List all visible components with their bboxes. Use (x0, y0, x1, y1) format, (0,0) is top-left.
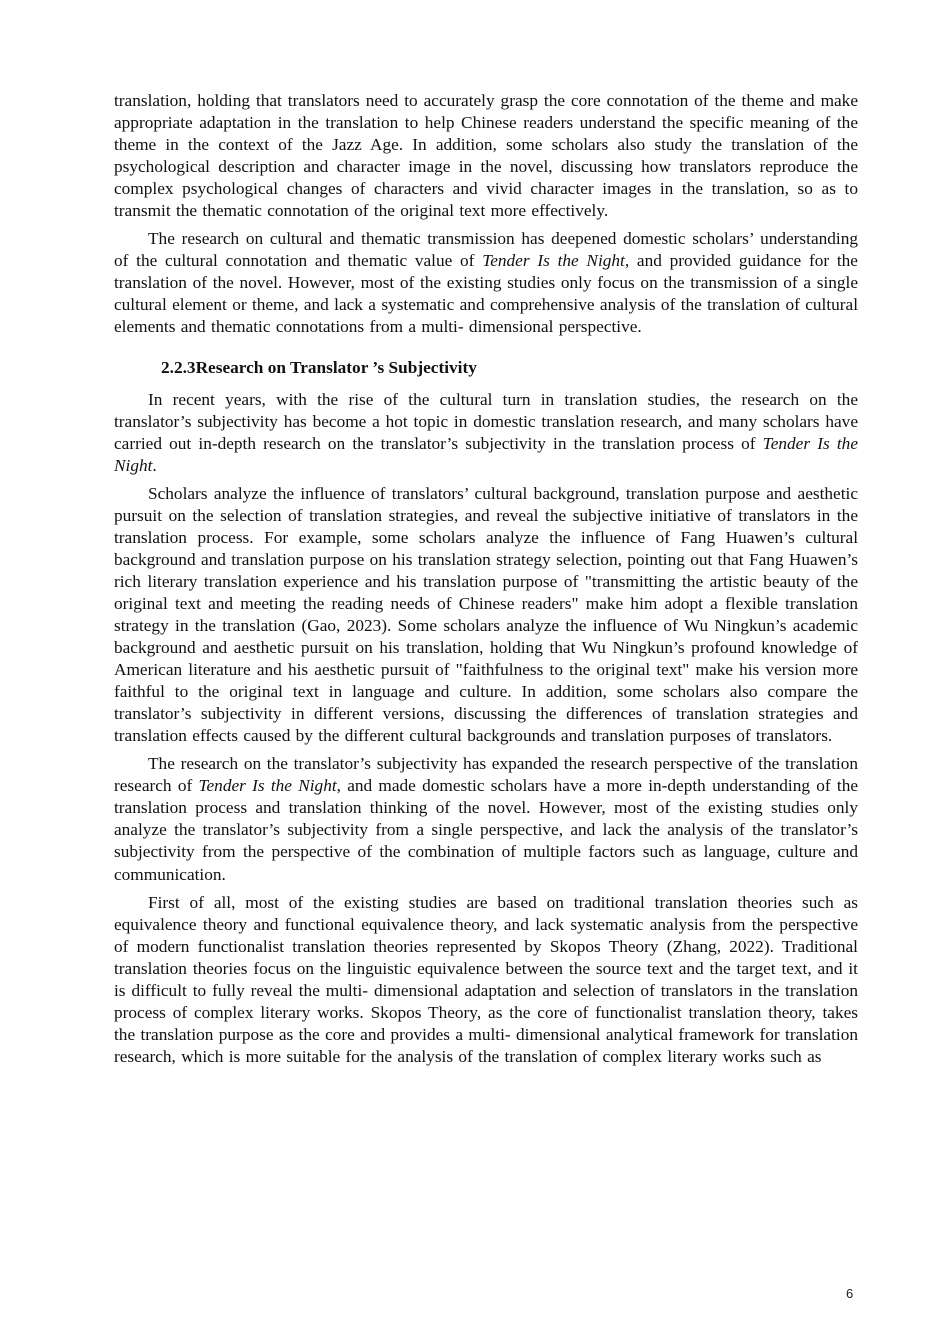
section-body-bottom (114, 389, 858, 1068)
paragraph-text: , and made domestic scholars have a more in-depth understanding of the translation process and translation thinking of the novel. However, most of the existing studies only analyze the translator’s subjectivity from a single perspective, and lack the analysis of the translator’s subjectivity from the perspective of the combination of multiple factors such as language, culture and communication. (114, 776, 859, 884)
section-title: Research on Translator ’s Subjectivity (195, 357, 477, 377)
paragraph (114, 753, 858, 885)
italic-title-text: Tender Is the Night (198, 776, 337, 796)
paragraph-text: First of all, most of the existing studies are based on traditional translation theories such as equivalence theory and functional equivalence theory, and lack systematic analysis from the perspective of modern functionalist translation theories represented by Skopos Theory (Zhang, 2022). Traditional translation theories focus on the linguistic equivalence between the source text and the target text, and it is difficult to fully reveal the multi- dimensional adaptation and selection of translators in the translation process of complex literary works. Skopos Theory, as the core of functionalist translation theory, takes the translation purpose as the core and provides a multi- dimensional analytical framework for translation research, which is more suitable for the analysis of the translation of complex literary works such as (114, 892, 858, 1066)
paragraph-text: In recent years, with the rise of the cultural turn in translation studies, the research on the translator’s subjectivity has become a hot topic in domestic translation research, and many scholars have carried out in-depth research on the translator’s subjectivity in the translation process of (114, 389, 858, 453)
document-page (114, 90, 858, 1074)
paragraph-text: . (152, 455, 157, 475)
paragraph-text: The research on the translator’s subjectivity has expanded the research perspective of the translation research of (114, 754, 858, 796)
section-number: 2.2.3 (161, 357, 196, 377)
paragraph-text: The research on cultural and thematic transmission has deepened domestic scholars’ understanding of the cultural connotation and thematic value of (114, 229, 858, 271)
paragraph (114, 228, 858, 338)
italic-title-text: Tender Is the Night (482, 251, 625, 271)
paragraph-text: , and provided guidance for the translation of the novel. However, most of the existing studies only focus on the transmission of a single cultural element or theme, and lack a systematic and comprehensive analysis of the translation of cultural elements and thematic connotations from a multi- dimensional perspective. (114, 251, 858, 337)
italic-title-text: Tender Is the Night (114, 433, 858, 475)
paragraph (114, 892, 858, 1068)
section-body-top (114, 90, 858, 339)
paragraph (114, 389, 858, 477)
paragraph-text: translation, holding that translators need to accurately grasp the core connotation of the theme and make appropriate adaptation in the translation to help Chinese readers understand the specific meaning of the theme in the context of the Jazz Age. In addition, some scholars also study the translation of the psychological description and character image in the novel, discussing how translators reproduce the complex psychological changes of characters and vivid character images in the translation, so as to transmit the thematic connotation of the original text more effectively. (114, 91, 858, 221)
paragraph-text: Scholars analyze the influence of translators’ cultural background, translation purpose and aesthetic pursuit on the selection of translation strategies, and reveal the subjective initiative of translators in the translation process. For example, some scholars analyze the influence of Fang Huawen’s cultural background and translation purpose on his translation strategy selection, pointing out that Fang Huawen’s rich literary translation experience and his translation purpose of "transmitting the artistic beauty of the original text and meeting the reading needs of Chinese readers" make him adopt a flexible translation strategy in the translation (Gao, 2023). Some scholars analyze the influence of Wu Ningkun’s academic background and aesthetic pursuit on his translation, holding that Wu Ningkun’s profound knowledge of American literature and his aesthetic pursuit of "faithfulness to the original text" make his version more faithful to the original text in language and culture. In addition, some scholars also compare the translator’s subjectivity in different versions, discussing the differences of translation strategies and translation effects caused by the different cultural backgrounds and translation purposes of translators. (114, 483, 858, 746)
page-number: 6 (846, 1286, 854, 1301)
paragraph (114, 483, 858, 748)
section-heading (161, 357, 858, 379)
paragraph (114, 90, 858, 222)
